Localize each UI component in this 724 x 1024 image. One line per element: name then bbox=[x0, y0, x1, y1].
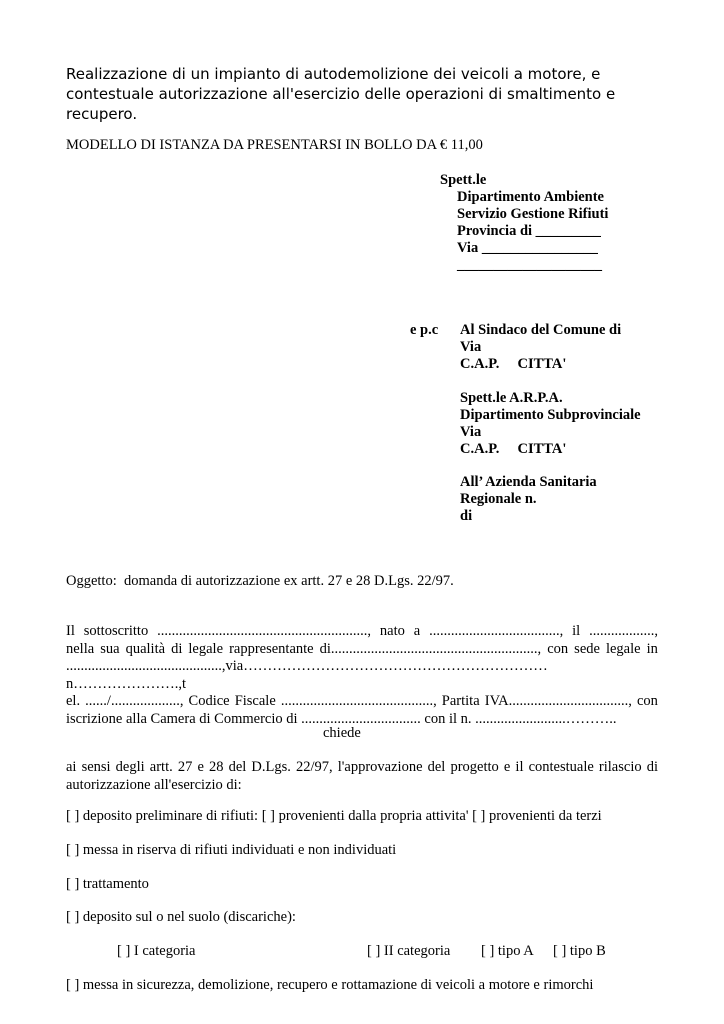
cc-sindaco bbox=[460, 322, 621, 373]
recipient-line: Servizio Gestione Rifiuti bbox=[457, 206, 609, 222]
paragraph-line: nella sua qualità di legale rappresentante di........................................................., con sede legale in bbox=[66, 640, 658, 657]
option-tipo-b: [ ] tipo B bbox=[553, 943, 606, 959]
paragraph-line: Il sottoscritto .........................................................., nato a ...................................., il .................., bbox=[66, 623, 658, 639]
cc-line: di bbox=[460, 508, 473, 524]
cc-line: Al Sindaco del Comune di bbox=[460, 322, 622, 338]
paragraph-line: el. ....../..................., Codice Fiscale .........................................., Partita IVA................................., con bbox=[66, 693, 658, 709]
modello-heading: MODELLO DI ISTANZA DA PRESENTARSI IN BOLLO DA € 11,00 bbox=[66, 137, 483, 153]
option-deposito: [ ] deposito preliminare di rifiuti: [ ] provenienti dalla propria attivita' [ ] provenienti da terzi bbox=[66, 808, 602, 824]
cc-line: Spett.le A.R.P.A. bbox=[460, 390, 563, 406]
cc-line: Dipartimento Subprovinciale bbox=[460, 407, 641, 423]
oggetto: Oggetto: domanda di autorizzazione ex artt. 27 e 28 D.Lgs. 22/97. bbox=[66, 573, 454, 589]
paragraph-line: iscrizione alla Camera di Commercio di ................................. con il n. .........................……….. bbox=[66, 710, 617, 727]
cc-arpa bbox=[460, 390, 641, 458]
cc-asl bbox=[460, 474, 597, 525]
document-title: Realizzazione di un impianto di autodemolizione dei veicoli a motore, e contestuale autorizzazione all'esercizio delle operazioni di smaltimento e recupero. bbox=[66, 65, 616, 123]
cc-line: All’ Azienda Sanitaria bbox=[460, 474, 597, 490]
option-sicurezza: [ ] messa in sicurezza, demolizione, recupero e rottamazione di veicoli a motore e rimorchi bbox=[66, 977, 594, 993]
option-cat1: [ ] I categoria bbox=[117, 943, 196, 959]
cc-line: Via bbox=[460, 424, 482, 440]
sottoscritto-paragraph bbox=[66, 623, 658, 728]
paragraph-line: ...........................................,via………………………………………………………n………………….,t bbox=[66, 658, 548, 692]
option-tipo-a: [ ] tipo A bbox=[481, 943, 534, 959]
recipient-line: Provincia di _________ bbox=[457, 223, 601, 239]
ai-sensi-paragraph: ai sensi degli artt. 27 e 28 del D.Lgs. 22/97, l'approvazione del progetto e il contestuale rilascio di autorizzazione all'esercizio di: bbox=[66, 759, 658, 793]
recipient-block bbox=[457, 189, 608, 274]
epc-label: e p.c bbox=[410, 322, 439, 338]
recipient-line: Dipartimento Ambiente bbox=[457, 189, 604, 205]
cc-line: Regionale n. bbox=[460, 491, 537, 507]
option-discariche: [ ] deposito sul o nel suolo (discariche): bbox=[66, 909, 296, 925]
option-trattamento: [ ] trattamento bbox=[66, 876, 149, 892]
chiede-heading: chiede bbox=[323, 725, 361, 741]
recipient-line: Via ________________ bbox=[457, 240, 598, 256]
option-cat2: [ ] II categoria bbox=[367, 943, 451, 959]
cc-line: C.A.P. CITTA' bbox=[460, 356, 567, 372]
option-riserva: [ ] messa in riserva di rifiuti individuati e non individuati bbox=[66, 842, 397, 858]
recipient-line: ____________________ bbox=[457, 257, 602, 273]
cc-line: C.A.P. CITTA' bbox=[460, 441, 567, 457]
cc-line: Via bbox=[460, 339, 482, 355]
recipient-salutation: Spett.le bbox=[440, 172, 487, 188]
